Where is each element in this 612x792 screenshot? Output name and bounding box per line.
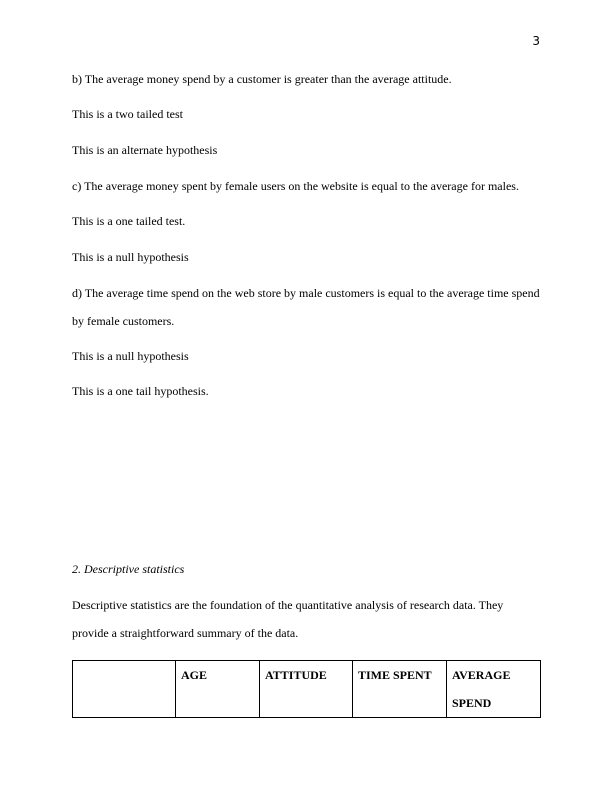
hypothesis-c-type: This is a null hypothesis xyxy=(72,250,189,264)
descriptive-stats-table xyxy=(72,660,541,718)
hypothesis-b-statement: b) The average money spend by a customer is greater than the average attitude. xyxy=(72,72,452,86)
section-intro: Descriptive statistics are the foundation of the quantitative analysis of research data. They provide a straightforward summary of the data. xyxy=(72,598,504,640)
hypothesis-c-tail: This is a one tailed test. xyxy=(72,214,186,228)
hypothesis-c-statement: c) The average money spent by female users on the website is equal to the average for males. xyxy=(72,179,519,193)
hypothesis-d-type: This is a null hypothesis xyxy=(72,349,189,363)
hypothesis-d-statement: d) The average time spend on the web store by male customers is equal to the average time spend by female customers. xyxy=(72,286,540,328)
table-header-cell: ATTITUDE xyxy=(260,661,353,718)
table-header-cell: AGE xyxy=(176,661,260,718)
hypothesis-b-tail: This is a two tailed test xyxy=(72,107,183,121)
table-header-cell xyxy=(73,661,176,718)
section-heading: 2. Descriptive statistics xyxy=(72,562,185,576)
hypothesis-b-type: This is an alternate hypothesis xyxy=(72,143,218,157)
hypothesis-d-tail: This is a one tail hypothesis. xyxy=(72,384,209,398)
page-number: 3 xyxy=(532,34,540,48)
table-header-cell: AVERAGE SPEND xyxy=(447,661,541,718)
table-header-row xyxy=(73,661,541,718)
table-header-cell: TIME SPENT xyxy=(353,661,447,718)
